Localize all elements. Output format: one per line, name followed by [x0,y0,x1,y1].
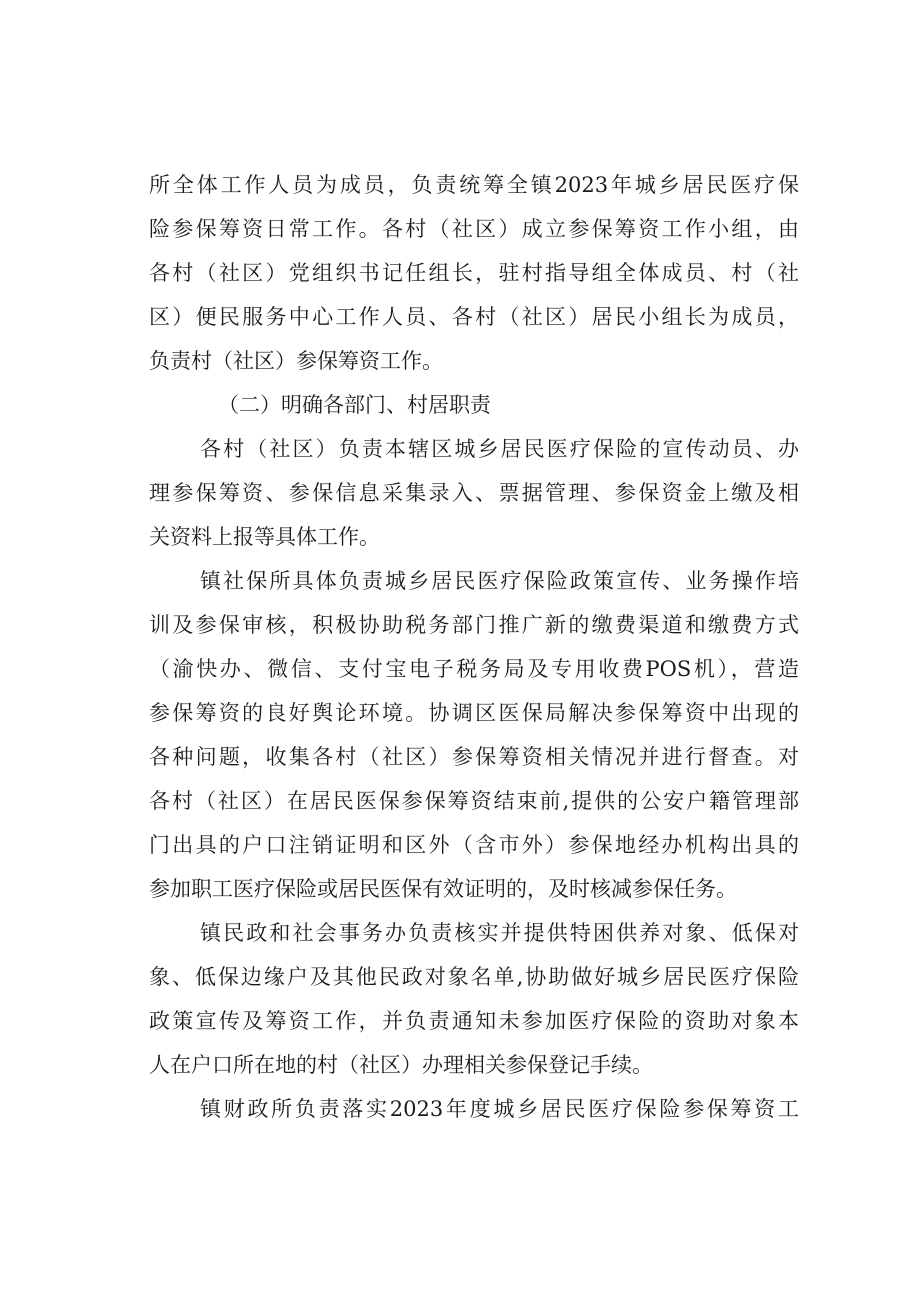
paragraph-line: 镇社保所具体负责城乡居民医疗保险政策宣传、业务操作培 [200,569,799,593]
paragraph-line: 参保筹资的良好舆论环境。协调区医保局解决参保筹资中出现的 [149,701,799,725]
paragraph-line: 参加职工医疗保险或居民医保有效证明的，及时核减参保任务。 [149,877,737,901]
section-heading: （二）明确各部门、村居职责 [218,393,491,417]
paragraph-line: 镇民政和社会事务办负责核实并提供特困供养对象、低保对 [200,921,799,945]
paragraph-line: 训及参保审核，积极协助税务部门推广新的缴费渠道和缴费方式 [149,613,799,637]
paragraph-line: 人在户口所在地的村（社区）办理相关参保登记手续。 [149,1053,653,1077]
paragraph-line: 关资料上报等具体工作。 [149,525,380,549]
paragraph-line: 政策宣传及筹资工作，并负责通知未参加医疗保险的资助对象本 [149,1009,799,1033]
paragraph-line: 各种问题，收集各村（社区）参保筹资相关情况并进行督查。对 [149,745,799,769]
paragraph-line: 各村（社区）在居民医保参保筹资结束前,提供的公安户籍管理部 [149,789,799,813]
paragraph-line: 区）便民服务中心工作人员、各村（社区）居民小组长为成员， [149,305,799,329]
paragraph-line: 门出具的户口注销证明和区外（含市外）参保地经办机构出具的 [149,833,799,857]
paragraph-line: 各村（社区）负责本辖区城乡居民医疗保险的宣传动员、办 [200,437,799,461]
paragraph-line: 负责村（社区）参保筹资工作。 [149,349,443,373]
paragraph-line: （渝快办、微信、支付宝电子税务局及专用收费POS机），营造 [149,657,799,681]
paragraph-line: 各村（社区）党组织书记任组长，驻村指导组全体成员、村（社 [149,261,799,285]
paragraph-line: 所全体工作人员为成员，负责统筹全镇2023年城乡居民医疗保 [149,173,799,197]
paragraph-line: 镇财政所负责落实2023年度城乡居民医疗保险参保筹资工 [200,1097,799,1121]
paragraph-line: 险参保筹资日常工作。各村（社区）成立参保筹资工作小组，由 [149,217,799,241]
paragraph-line: 象、低保边缘户及其他民政对象名单,协助做好城乡居民医疗保险 [149,965,799,989]
paragraph-line: 理参保筹资、参保信息采集录入、票据管理、参保资金上缴及相 [149,481,799,505]
